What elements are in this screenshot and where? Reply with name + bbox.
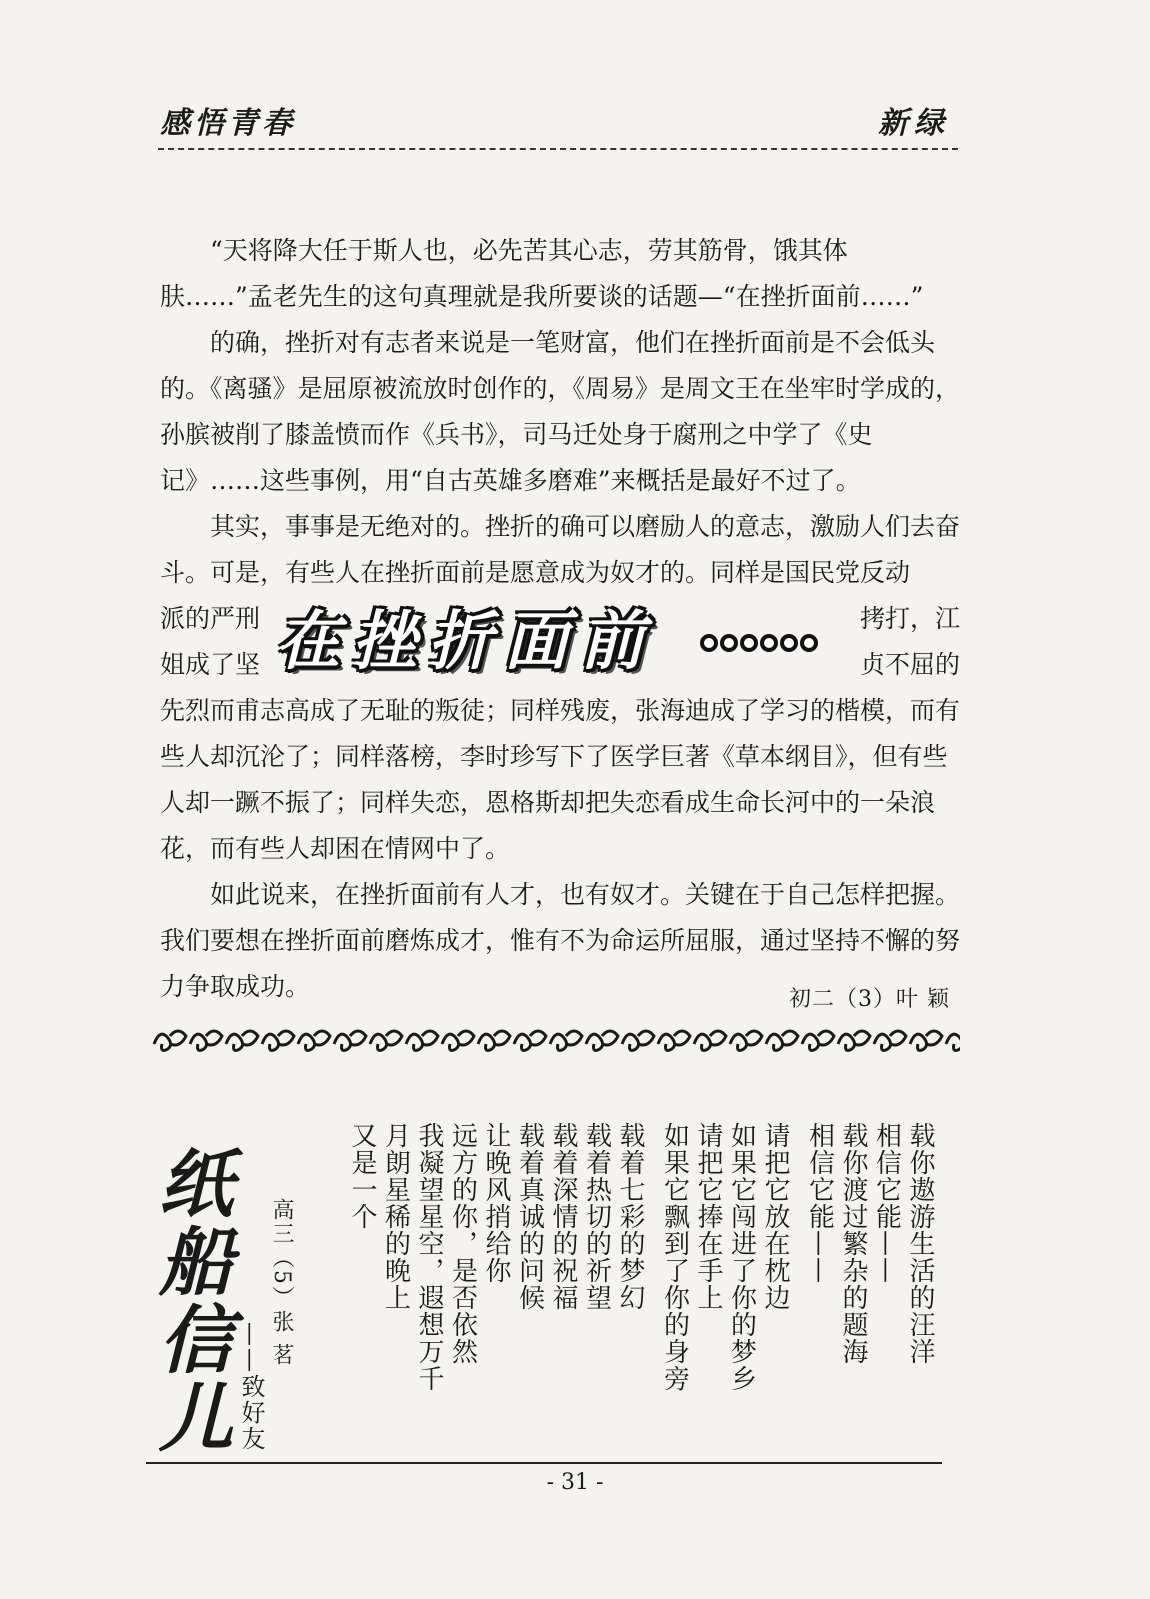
ornament-motif — [370, 1031, 402, 1050]
essay-title-row — [160, 596, 960, 688]
poem-line: 载着真诚的问候 — [514, 1122, 545, 1311]
ornament-motif — [874, 1031, 906, 1050]
wrap-right-line-2: 贞不屈的 — [859, 650, 960, 679]
ornament-motif — [154, 1031, 186, 1050]
poem-line: 载着七彩的梦幻 — [615, 1122, 645, 1311]
poem-line: 又是一个 — [347, 1122, 377, 1230]
ornament-motif — [766, 1031, 798, 1050]
essay-wrap-left — [160, 596, 270, 688]
poem-stanza-gap — [646, 1122, 657, 1422]
essay-author: 初二（3）叶 颖 — [789, 987, 950, 1012]
ornament-motif — [262, 1031, 294, 1050]
essay-paragraph-3a: 其实，事事是无绝对的。挫折的确可以磨励人的意志，激励人们去奋斗。可是，有些人在挫折面前是愿意成为奴才的。同样是国民党反动 — [160, 512, 961, 587]
header-magazine-name: 新绿 — [878, 106, 950, 141]
ornament-motif — [550, 1031, 582, 1050]
poem-title: 纸船信儿 — [147, 1145, 233, 1457]
ornament-motif — [910, 1031, 942, 1050]
wrap-right-line-1: 拷打，江 — [859, 604, 960, 633]
footer-rule — [146, 1462, 942, 1464]
poem-line: 相信它能—— — [871, 1122, 902, 1284]
header-rule — [158, 148, 958, 150]
essay-body — [160, 228, 960, 1010]
poem-line: 载着热切的祈望 — [581, 1122, 612, 1311]
title-dot — [780, 634, 798, 652]
ornament-motif — [838, 1031, 870, 1050]
essay-paragraph-3b: 先烈而甫志高成了无耻的叛徒；同样残废，张海迪成了学习的楷模，而有些人却沉沦了；同样落榜，李时珍写下了医学巨著《草本纲目》，但有些人却一蹶不振了；同样失恋，恩格斯却把失恋看成生命长河中的一朵浪花，而有些人却困在情网中了。 — [160, 696, 961, 863]
poem-line: 载你遨游生活的汪洋 — [905, 1122, 935, 1365]
title-dot — [760, 634, 778, 652]
ornament-motif — [622, 1031, 654, 1050]
ornament-motif — [478, 1031, 510, 1050]
ornament-motif — [802, 1031, 834, 1050]
ornament-motif — [190, 1031, 222, 1050]
poem-stanza-gap — [791, 1122, 802, 1422]
essay-title-dots — [700, 608, 836, 678]
essay-paragraph-4: 如此说来，在挫折面前有人才，也有奴才。关键在于自己怎样把握。我们要想在挫折面前磨炼成才，惟有不为命运所屈服，通过坚持不懈的努力争取成功。 — [160, 880, 961, 1001]
poem-line: 我凝望星空，遐想万千 — [414, 1122, 444, 1392]
ornament-motif — [694, 1031, 726, 1050]
essay-paragraph-2: 的确，挫折对有志者来说是一笔财富，他们在挫折面前是不会低头的。《离骚》是屈原被流放时创作的，《周易》是周文王在坐牢时学成的，孙膑被削了膝盖愤而作《兵书》，司马迁处身于腐刑之中学了《史记》……这些事例，用“自古英雄多磨难”来概括是最好不过了。 — [160, 328, 961, 495]
wrap-left-line-1: 派的严刑 — [160, 604, 261, 633]
ornament-motif — [514, 1031, 546, 1050]
poem-line: 月朗星稀的晚上 — [380, 1122, 411, 1311]
poem-line: 请把它放在枕边 — [760, 1122, 790, 1311]
essay-title: 在挫折面前 — [276, 604, 656, 679]
page-number: - 31 - — [546, 1470, 604, 1495]
title-dot — [720, 634, 738, 652]
ornament-motif — [730, 1031, 762, 1050]
essay-paragraph-1: “天将降大任于斯人也，必先苦其心志，劳其筋骨，饿其体肤……”孟老先生的这句真理就是我所要谈的话题—“在挫折面前……” — [160, 236, 924, 311]
ornament-motif — [442, 1031, 474, 1050]
ornament-motif — [406, 1031, 438, 1050]
ornament-motif — [658, 1031, 690, 1050]
ornament-motif — [586, 1031, 618, 1050]
poem-line: 载着深情的祝福 — [548, 1122, 578, 1311]
ornament-motif — [226, 1031, 258, 1050]
poem-line: 如果它飘到了你的身旁 — [659, 1122, 690, 1392]
poem-line: 如果它闯进了你的梦乡 — [726, 1122, 757, 1392]
poem-body — [345, 1122, 937, 1422]
poem-line: 相信它能—— — [804, 1122, 835, 1284]
poem-line: 远方的你，是否依然 — [447, 1122, 478, 1365]
title-dot — [740, 634, 758, 652]
header-section-title: 感悟青春 — [160, 106, 296, 141]
poem-subtitle: ——致好友 — [237, 1322, 265, 1452]
title-dot — [700, 634, 718, 652]
title-dot — [800, 634, 818, 652]
ornament-motif — [334, 1031, 366, 1050]
essay-wrap-right — [836, 596, 960, 688]
poem-line: 让晚风捎给你 — [481, 1122, 511, 1284]
ornament-motif — [298, 1031, 330, 1050]
poem-author: 高三（5）张 茗 — [269, 1198, 294, 1367]
wrap-left-line-2: 姐成了坚 — [160, 650, 261, 679]
poem-line: 载你渡过繁杂的题海 — [838, 1122, 868, 1365]
ornament-motif — [946, 1031, 960, 1050]
poem-line: 请把它捧在手上 — [693, 1122, 723, 1311]
ornamental-divider — [150, 1022, 960, 1056]
